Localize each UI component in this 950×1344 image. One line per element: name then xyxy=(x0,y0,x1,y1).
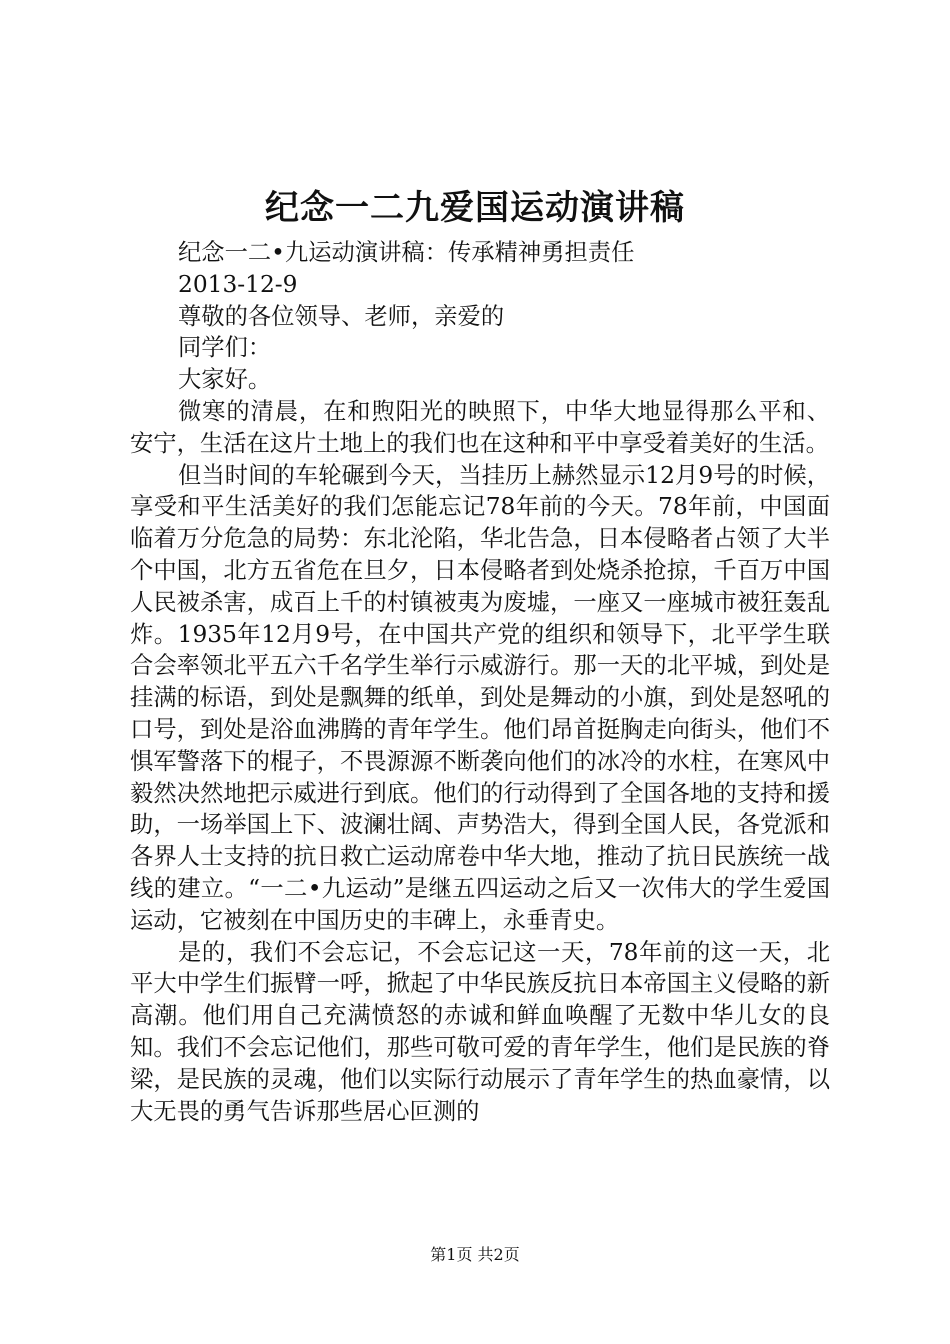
document-body xyxy=(130,237,830,1127)
salutation-continued: 同学们： xyxy=(178,334,272,362)
page-number: 第1页 共2页 xyxy=(430,1245,520,1264)
greeting-line: 大家好。 xyxy=(178,366,272,394)
body-paragraph: 微寒的清晨，在和煦阳光的映照下，中华大地显得那么平和、安宁，生活在这片土地上的我们也在这种和平中享受着美好的生活。 xyxy=(130,397,830,457)
salutation-line: 尊敬的各位领导、老师，亲爱的 xyxy=(178,302,505,330)
speech-date: 2013-12-9 xyxy=(178,270,298,298)
speech-subtitle: 纪念一二•九运动演讲稿：传承精神勇担责任 xyxy=(178,239,635,266)
body-paragraph: 但当时间的车轮碾到今天，当挂历上赫然显示12月9号的时候，享受和平生活美好的我们怎能忘记78年前的今天。78年前，中国面临着万分危急的局势：东北沦陷，华北告急，日本侵略者占领了大半个中国，北方五省危在旦夕，日本侵略者到处烧杀抢掠，千百万中国人民被杀害，成百上千的村镇被夷为废墟，一座又一座城市被狂轰乱炸。1935年12月9号，在中国共产党的组织和领导下，北平学生联合会率领北平五六千名学生举行示威游行。那一天的北平城，到处是挂满的标语，到处是飘舞的纸单，到处是舞动的小旗，到处是怒吼的口号，到处是浴血沸腾的青年学生。他们昂首挺胸走向街头，他们不惧军警落下的棍子，不畏源源不断袭向他们的冰冷的水柱，在寒风中毅然决然地把示威进行到底。他们的行动得到了全国各地的支持和援助，一场举国上下、波澜壮阔、声势浩大，得到全国人民，各党派和各界人士支持的抗日救亡运动席卷中华大地，推动了抗日民族统一战线的建立。“一二•九运动”是继五四运动之后又一次伟大的学生爱国运动，它被刻在中国历史的丰碑上，永垂青史。 xyxy=(130,461,830,934)
body-paragraph: 是的，我们不会忘记，不会忘记这一天，78年前的这一天，北平大中学生们振臂一呼，掀起了中华民族反抗日本帝国主义侵略的新高潮。他们用自己充满愤怒的赤诚和鲜血唤醒了无数中华儿女的良知。我们不会忘记他们，那些可敬可爱的青年学生，他们是民族的脊梁，是民族的灵魂，他们以实际行动展示了青年学生的热血豪情，以大无畏的勇气告诉那些居心叵测的 xyxy=(130,938,830,1125)
page-footer xyxy=(0,1244,950,1266)
document-title: 纪念一二九爱国运动演讲稿 xyxy=(265,188,685,228)
